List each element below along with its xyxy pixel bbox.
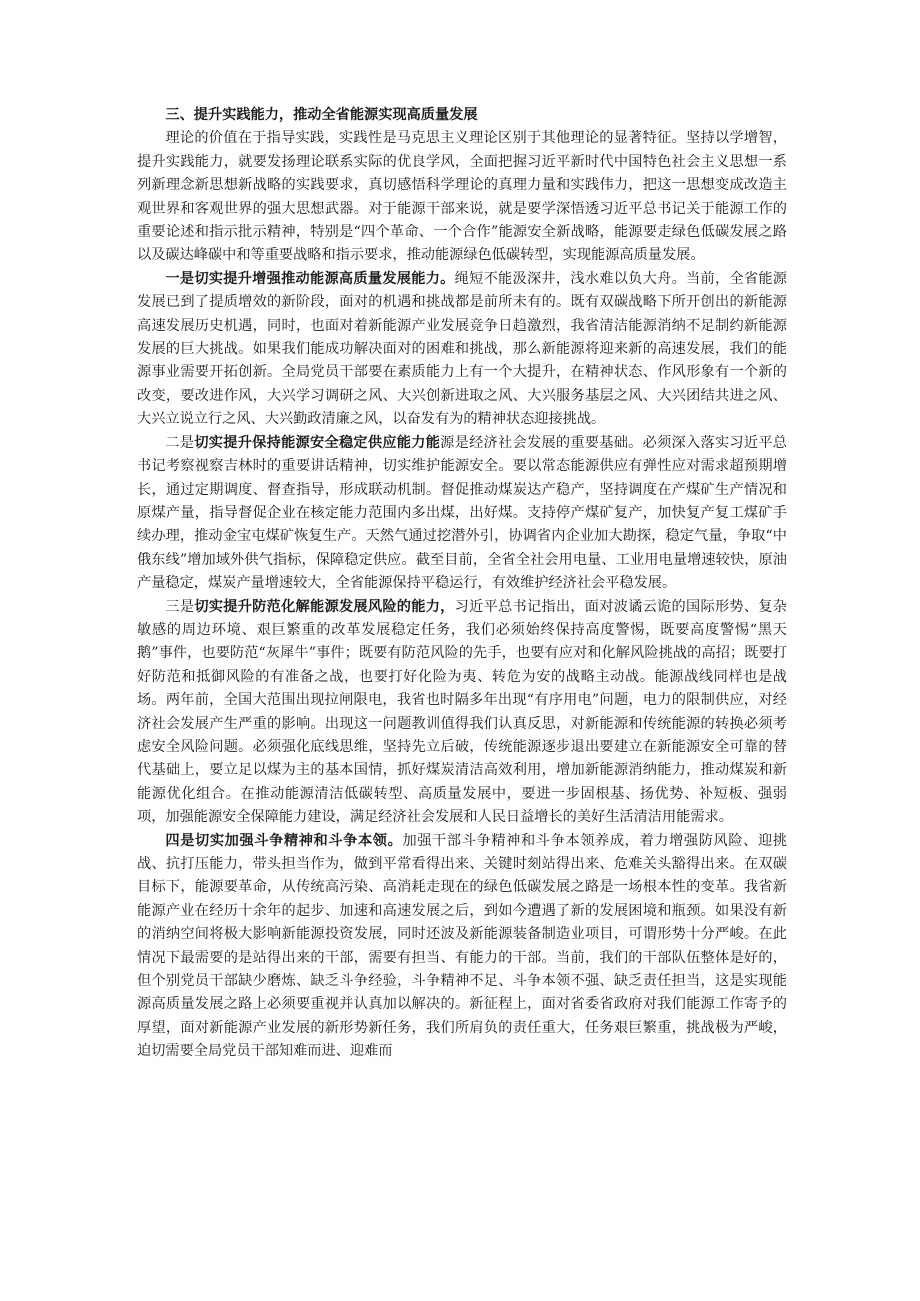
- item-body: 加强干部斗争精神和斗争本领养成，着力增强防风险、迎挑战、抗打压能力，带头担当作为，做到平常看得出来、关键时刻站得出来、危难关头豁得出来。在双碳目标下，能源要革命，从传统高污染、高消耗走现在的绿色低碳发展之路是一场根本性的变革。我省新能源产业在经历十余年的起步、加速和高速发展之后，到如今遭遇了新的发展困境和瓶颈。如果没有新的消纳空间将极大影响新能源投资发展，同时还波及新能源装备制造业项目，可谓形势十分严峻。在此情况下最需要的是站得出来的干部，需要有担当、有能力的干部。当前，我们的干部队伍整体是好的，但个别党员干部缺少磨炼、缺乏斗争经验，斗争精神不足、斗争本领不强、缺乏责任担当，这是实现能源高质量发展之路上必须要重视并认真加以解决的。新征程上，面对省委省政府对我们能源工作寄予的厚望，面对新能源产业发展的新形势新任务，我们所肩负的责任重大，任务艰巨繁重，挑战极为严峻，迫切需要全局党员干部知难而进、迎难而: [137, 832, 787, 1060]
- item-body: 绳短不能汲深井，浅水难以负大舟。当前，全省能源发展已到了提质增效的新阶段，面对的机遇和挑战都是前所未有的。既有双碳战略下所开创出的新能源高速发展历史机遇，同时，也面对着新能源产业发展竞争日趋激烈，我省清洁能源消纳不足制约新能源发展的巨大挑战。如果我们能成功解决面对的困难和挑战，那么新能源将迎来新的高速发展，我们的能源事业需要开拓创新。全局党员干部要在素质能力上有一个大提升，在精神状态、作风形象有一个新的改变，要改进作风，大兴学习调研之风、大兴创新进取之风、大兴服务基层之风、大兴团结共进之风、大兴立说立行之风、大兴勤政清廉之风，以奋发有为的精神状态迎接挑战。: [137, 270, 787, 428]
- item-prefix: 二是: [165, 434, 195, 451]
- section-heading: 三、提升实践能力，推动全省能源实现高质量发展: [165, 107, 478, 123]
- document-page: [137, 104, 787, 1064]
- intro-paragraph: 理论的价值在于指导实践，实践性是马克思主义理论区别于其他理论的显著特征。坚持以学增智，提升实践能力，就要发扬理论联系实际的优良学风，全面把握习近平新时代中国特色社会主义思想一系列新理念新思想新战略的实践要求，真切感悟科学理论的真理力量和实践伟力，把这一思想变成改造主观世界和客观世界的强大思想武器。对于能源干部来说，就是要学深悟透习近平总书记关于能源工作的重要论述和指示批示精神，特别是“四个革命、一个合作”能源安全新战略，能源要走绿色低碳发展之路以及碳达峰碳中和等重要战略和指示要求，推动能源绿色低碳转型，实现能源高质量发展。: [137, 130, 787, 264]
- item-paragraph-1: [137, 268, 787, 432]
- item-bold-lead: 切实提升防范化解能源发展风险的能力，: [194, 598, 455, 615]
- item-bold-lead: 四是切实加强斗争精神和斗争本领。: [165, 832, 403, 849]
- item-body: 源是经济社会发展的重要基础。必须深入落实习近平总书记考察视察吉林时的重要讲话精神，切实维护能源安全。要以常态能源供应有弹性应对需求超预期增长，通过定期调度、督查指导，形成联动机制。督促推动煤炭达产稳产，坚持调度在产煤矿生产情况和原煤产量，指导督促企业在核定能力范围内多出煤，出好煤。支持停产煤矿复产，加快复产复工煤矿手续办理，推动金宝屯煤矿恢复生产。天然气通过挖潜外引，协调省内企业加大勘探，稳定气量，争取“中俄东线”增加域外供气指标，保障稳定供应。截至目前，全省全社会用电量、工业用电量增速较快，原油产量稳定，煤炭产量增速较大，全省能源保持平稳运行，有效维护经济社会平稳发展。: [137, 434, 787, 592]
- item-paragraph-2: [137, 432, 787, 596]
- item-prefix: 三是: [165, 598, 195, 615]
- item-bold-lead: 一是切实提升增强推动能源高质量发展能力。: [165, 270, 455, 287]
- item-paragraph-3: [137, 596, 787, 830]
- item-bold-lead: 切实提升保持能源安全稳定供应能力能: [194, 434, 441, 451]
- item-paragraph-4: [137, 830, 787, 1064]
- item-body: 习近平总书记指出，面对波谲云诡的国际形势、复杂敏感的周边环境、艰巨繁重的改革发展稳定任务，我们必须始终保持高度警惕，既要高度警惕“黑天鹅”事件，也要防范“灰犀牛”事件；既要有防范风险的先手，也要有应对和化解风险挑战的高招；既要打好防范和抵御风险的有准备之战，也要打好化险为夷、转危为安的战略主动战。能源战线同样也是战场。两年前，全国大范围出现拉闸限电，我省也时隔多年出现“有序用电”问题，电力的限制供应，对经济社会发展产生严重的影响。出现这一问题教训值得我们认真反思，对新能源和传统能源的转换必须考虑安全风险问题。必须强化底线思维，坚持先立后破，传统能源逐步退出要建立在新能源安全可靠的替代基础上，要立足以煤为主的基本国情，抓好煤炭清洁高效利用，增加新能源消纳能力，推动煤炭和新能源优化组合。在推动能源清洁低碳转型、高质量发展中，要进一步固根基、扬优势、补短板、强弱项，加强能源安全保障能力建设，满足经济社会发展和人民日益增长的美好生活清洁用能需求。: [137, 598, 787, 826]
